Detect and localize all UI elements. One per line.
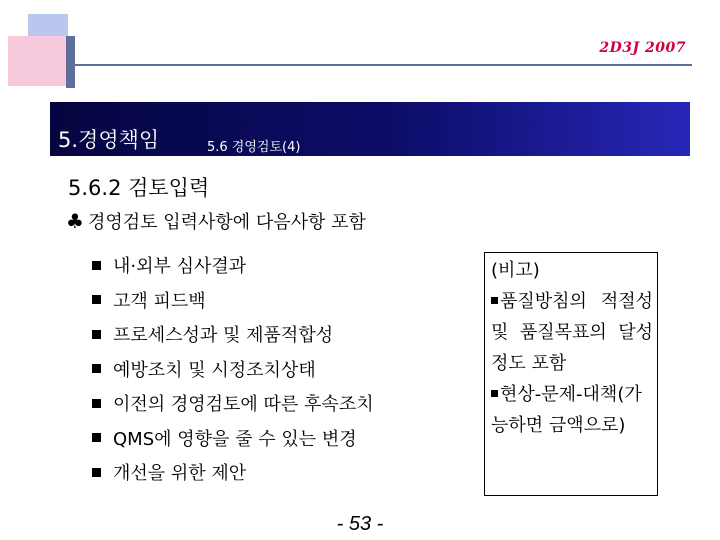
square-bullet-icon <box>92 433 101 442</box>
input-item-list <box>92 252 374 494</box>
list-item: 고객 피드백 <box>92 287 374 322</box>
lead-line <box>66 208 366 234</box>
square-bullet-icon <box>92 261 101 270</box>
list-item: 프로세스성과 및 제품적합성 <box>92 321 374 356</box>
list-item: 이전의 경영검토에 따른 후속조치 <box>92 390 374 425</box>
list-item: 내·외부 심사결과 <box>92 252 374 287</box>
note-title: (비고) <box>491 260 540 281</box>
page-number: - 53 - <box>336 513 384 535</box>
note-box <box>484 252 658 496</box>
lead-text: 경영검토 입력사항에 다음사항 포함 <box>87 212 366 233</box>
document-code: 2D3J 2007 <box>599 40 686 56</box>
list-item: 예방조치 및 시정조치상태 <box>92 356 374 391</box>
square-bullet-icon <box>92 330 101 339</box>
subsection-title: 5.6 경영검토(4) <box>207 140 301 155</box>
decor-vertical-bar <box>66 36 75 88</box>
square-bullet-icon <box>92 399 101 408</box>
square-bullet-icon <box>491 390 498 397</box>
sub-heading: 5.6.2 검토입력 <box>68 176 210 200</box>
square-bullet-icon <box>92 468 101 477</box>
square-bullet-icon <box>92 295 101 304</box>
club-icon: ♣ <box>66 209 84 233</box>
list-item: QMS에 영향을 줄 수 있는 변경 <box>92 425 374 460</box>
decor-square-pink <box>8 36 66 86</box>
note-point: 품질방침의 적절성 및 품질목표의 달성 정도 포함 <box>491 291 653 374</box>
header-rule <box>74 64 692 66</box>
note-point: 현상-문제-대책(가능하면 금액으로) <box>491 384 642 436</box>
section-title: 5.경영책임 <box>58 128 160 152</box>
list-item: 개선을 위한 제안 <box>92 459 374 494</box>
square-bullet-icon <box>92 364 101 373</box>
square-bullet-icon <box>491 297 498 304</box>
